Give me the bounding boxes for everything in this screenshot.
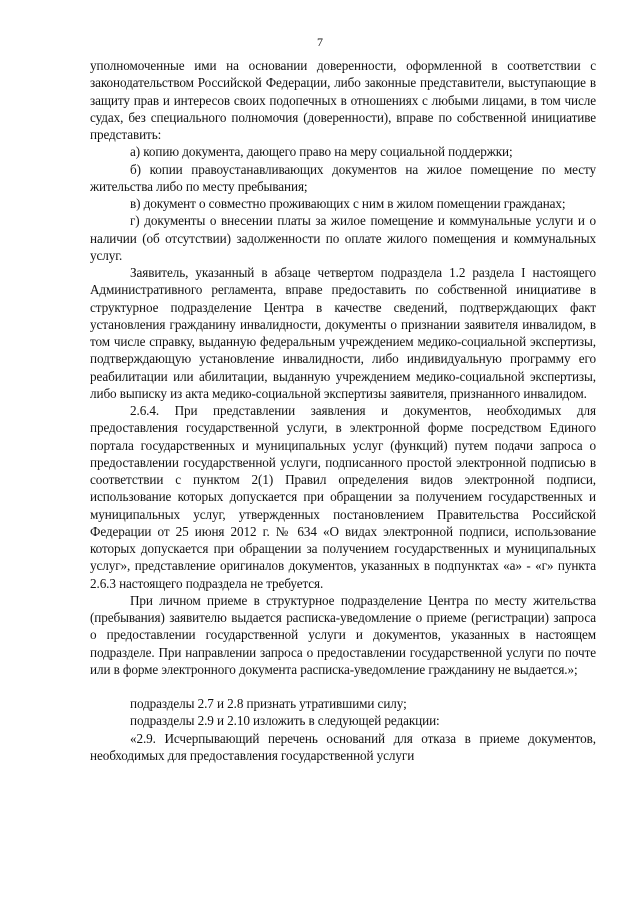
page-number: 7 <box>317 35 323 49</box>
paragraph-subsections-repealed: подразделы 2.7 и 2.8 признать утратившими силу; <box>130 696 407 711</box>
paragraph-2-6-4: 2.6.4. При представлении заявления и документов, необходимых для предоставления государственной услуги, в электронной форме посредством Единого портала государственных и муниципальных услуг (функций) путем подачи запроса о предоставлении государственной услуги, подписанного простой электронной подписью в соответствии с пунктом 2(1) Правил определения видов электронной подписи, использование которых допускается при обращении за получением государственных и муниципальных услуг, утвержденных постановлением Правительства Российской Федерации от 25 июня 2012 г. № 634 «О видах электронной подписи, использование которых допускается при обращении за получением государственных и муниципальных услуг», представление оригиналов документов, указанных в подпунктах «а» - «г» пункта 2.6.3 настоящего подраздела не требуется. <box>90 403 596 591</box>
paragraph-2-9-heading: «2.9. Исчерпывающий перечень оснований для отказа в приеме документов, необходимых для предоставления государственной услуги <box>90 730 596 763</box>
paragraph-personal-reception: При личном приеме в структурное подразделение Центра по месту жительства (пребывания) заявителю выдается расписка-уведомление о приеме (регистрации) запроса о предоставлении государственной услуги и документов, указанных в настоящем подразделе. При направлении запроса о предоставлении государственной услуги по почте или в форме электронного документа расписка-уведомление гражданину не выдается.»; <box>90 592 596 677</box>
paragraph-applicant: Заявитель, указанный в абзаце четвертом подраздела 1.2 раздела I настоящего Административного регламента, вправе предоставить по собственной инициативе в структурное подразделение Центра в качестве сведений, подтверждающих факт установления гражданину инвалидности, документы о признании заявителя инвалидом, в том числе справку, выданную федеральным учреждением медико-социальной экспертизы, подтверждающую установление инвалидности, либо индивидуальную программу его реабилитации или абилитации, выданную учреждением медико-социальной экспертизы, либо выписку из акта медико-социальной экспертизы заявителя, признанного инвалидом. <box>90 265 596 401</box>
list-item-a: а) копию документа, дающего право на меру социальной поддержки; <box>130 144 513 160</box>
paragraph-continuation: уполномоченные ими на основании доверенности, оформленной в соответствии с законодательством Российской Федерации, либо законные представители, выступающие в защиту прав и интересов своих подопечных в отношениях с любыми лицами, в том числе судах, без специального полномочия (доверенности), вправе по собственной инициативе представить: <box>90 58 596 142</box>
list-item-b: б) копии правоустанавливающих документов на жилое помещение по месту жительства либо по месту пребывания; <box>90 161 596 194</box>
document-body <box>90 57 596 764</box>
list-item-v: в) документ о совместно проживающих с ним в жилом помещении гражданах; <box>130 196 566 211</box>
list-item-g: г) документы о внесении платы за жилое помещение и коммунальные услуги и о наличии (об отсутствии) задолженности по оплате жилого помещения и коммунальных услуг. <box>90 213 596 263</box>
paragraph-subsections-new-edition: подразделы 2.9 и 2.10 изложить в следующей редакции: <box>130 713 440 729</box>
